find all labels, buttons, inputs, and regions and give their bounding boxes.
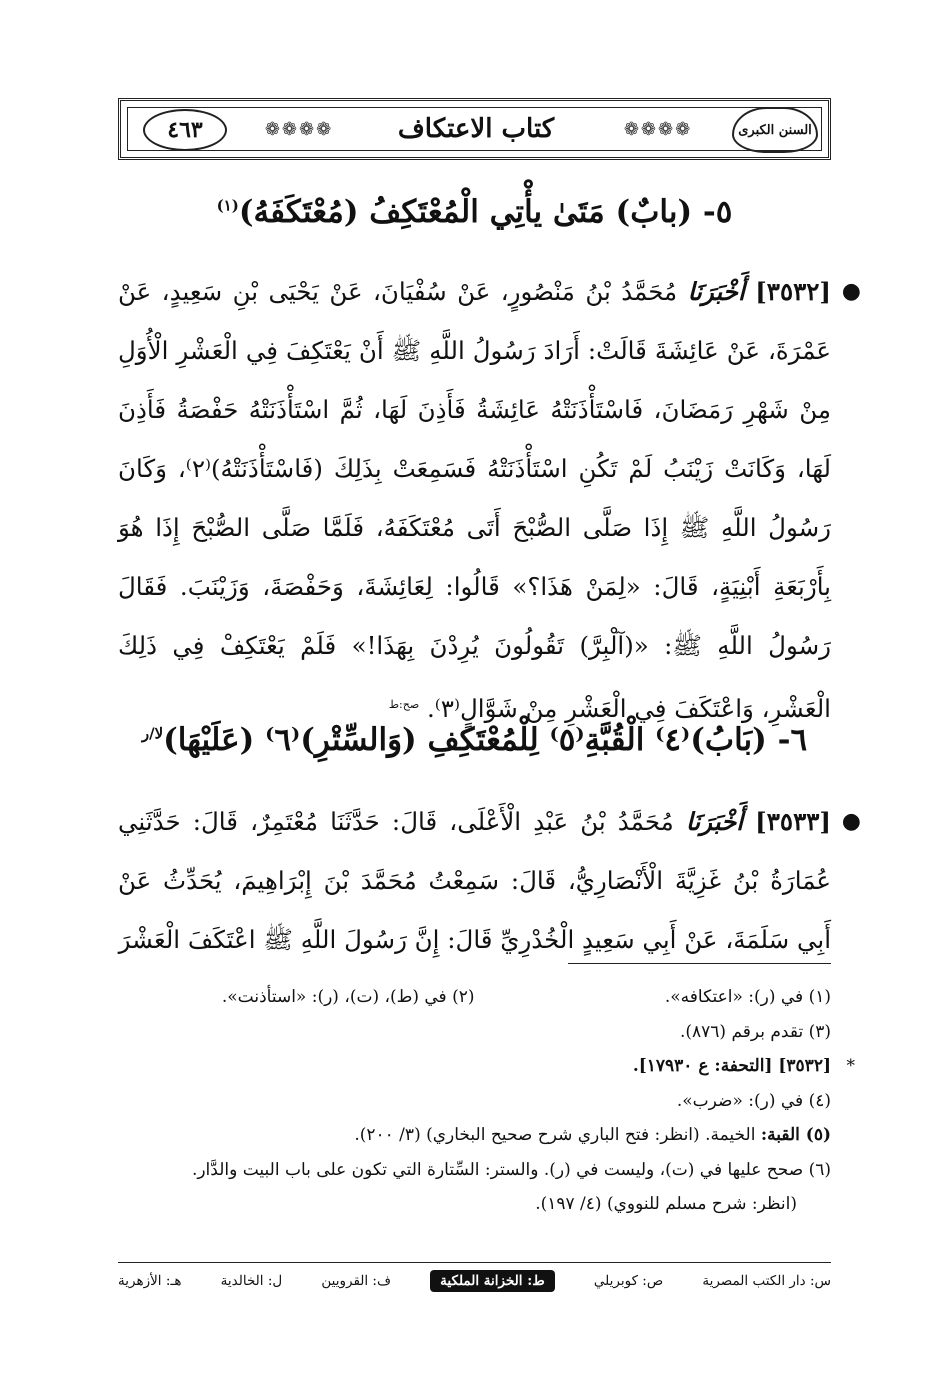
footnotes (118, 980, 855, 1222)
hadith-text: مُحَمَّدُ بْنُ عَبْدِ الْأَعْلَى، قَالَ: حَدَّثَنَا مُعْتَمِرٌ، قَالَ: حَدَّثَنِي عُمَارَةُ بْنُ غَزِيَّةَ الْأَنْصَارِيُّ، قَالَ: سَمِعْتُ مُحَمَّدَ بْنَ إِبْرَاهِيمَ، يُحَدِّثُ عَنْ أَبِي سَلَمَةَ، عَنْ أَبِي سَعِيدٍ الْخُدْرِيِّ قَالَ: إِنَّ رَسُولَ اللَّهِ ﷺ اعْتَكَفَ الْعَشْرَ (118, 807, 831, 954)
footnote-separator (568, 963, 831, 964)
tuhfa-text: [٣٥٣٢] [التحفة: ع ١٧٩٣٠]. (632, 1056, 831, 1076)
star-icon: * (846, 1056, 855, 1076)
legend-item: ل: الخالدية (220, 1273, 283, 1289)
legend-item-highlighted: ط: الخزانة الملكية (430, 1270, 555, 1292)
manuscript-legend (118, 1266, 831, 1296)
legend-separator (118, 1262, 831, 1263)
chapter-heading-text: ٥- (بابٌ) مَتَىٰ يأْتِي الْمُعْتَكِفُ (مُعْتَكَفَهُ) (238, 194, 733, 230)
tuhfa-reference (118, 1049, 855, 1084)
chapter-heading-text: ٦- (بَابُ)⁽٤⁾ الْقُبَّةِ⁽٥⁾ لِلْمُعْتَكِفِ (وَالسِّتْرِ)⁽٦⁾ (عَلَيْهَا) (163, 722, 808, 758)
chapter-heading-6 (118, 720, 831, 760)
margin-note: لا/ر (141, 724, 164, 743)
page-number: ٤٦٣ (143, 109, 227, 151)
footnote-4: (٤) في (ر): «ضرب». (676, 1090, 831, 1111)
footnote-3: (٣) تقدم برقم (٨٧٦). (679, 1021, 831, 1042)
footnote-5-text: الخيمة. (انظر: فتح الباري شرح صحيح البخاري) (٣/ ٢٠٠). (354, 1125, 756, 1145)
bullet-icon: ● (841, 809, 861, 834)
correction-mark: صح:ط (388, 698, 420, 711)
page-header (118, 98, 831, 160)
book-seal-logo (732, 107, 818, 153)
legend-item: ف: القرويين (321, 1273, 391, 1289)
bullet-icon: ● (841, 279, 861, 304)
hadith-number: [٣٥٣٣] (755, 807, 831, 836)
footnote-6-continued: (انظر: شرح مسلم للنووي) (٤/ ١٩٧). (535, 1194, 797, 1214)
ornament-right: ❁❁❁❁ (623, 119, 693, 140)
legend-item: س: دار الكتب المصرية (702, 1273, 831, 1289)
hadith-3532 (118, 262, 861, 738)
hadith-3533 (118, 792, 861, 969)
hadith-number: [٣٥٣٢] (755, 277, 832, 306)
footnote-5-label: (٥) القبة: (760, 1125, 831, 1145)
footnote-ref: (١) (216, 196, 239, 215)
hadith-text: مُحَمَّدُ بْنُ مَنْصُورٍ، عَنْ سُفْيَانَ، عَنْ يَحْيَى بْنِ سَعِيدٍ، عَنْ عَمْرَةَ، عَنْ عَائِشَةَ قَالَتْ: أَرَادَ رَسُولُ اللَّهِ ﷺ أَنْ يَعْتَكِفَ فِي الْعَشْرِ الْأُوَلِ مِنْ شَهْرِ رَمَضَانَ، فَاسْتَأْذَنَتْهُ عَائِشَةُ فَأَذِنَ لَهَا، ثُمَّ اسْتَأْذَنَتْهُ حَفْصَةُ فَأَذِنَ لَهَا، وَكَانَتْ زَيْنَبُ لَمْ تَكُنِ اسْتَأْذَنَتْهُ فَسَمِعَتْ بِذَلِكَ (فَاسْتَأْذَنَتْهُ)⁽٢⁾، وَكَانَ رَسُولُ اللَّهِ ﷺ إِذَا صَلَّى الصُّبْحَ أَتَى مُعْتَكَفَهُ، فَلَمَّا صَلَّى الصُّبْحَ إِذَا هُوَ بِأَرْبَعَةِ أَبْنِيَةٍ، قَالَ: «لِمَنْ هَذَا؟» قَالُوا: لِعَائِشَةَ، وَحَفْصَةَ، وَزَيْنَبَ. فَقَالَ رَسُولُ اللَّهِ ﷺ: «(آلْبِرَّ) تَقُولُونَ يُرِدْنَ بِهَذَا!» فَلَمْ يَعْتَكِفْ فِي ذَلِكَ الْعَشْرِ، وَاعْتَكَفَ فِي الْعَشْرِ مِنْ شَوَّالٍ⁽٣⁾. (118, 277, 831, 724)
seal-text: السنن الكبرى (738, 122, 812, 138)
hadith-akhbarana: أَخْبَرَنَا (687, 277, 745, 306)
footnote-2: (٢) في (ط)، (ت)، (ر): «استأذنت». (221, 987, 475, 1007)
footnote-1: (١) في (ر): «اعتكافه». (664, 987, 831, 1007)
book-title: كتاب الاعتكاف (397, 114, 555, 144)
hadith-akhbarana: أَخْبَرَنَا (685, 807, 744, 836)
footnote-6: (٦) صحح عليها في (ت)، وليست في (ر). والستر: السِّتارة التي تكون على باب البيت والدَّار. (191, 1159, 831, 1180)
legend-item: ص: كوبريلي (593, 1273, 664, 1289)
ornament-left: ❁❁❁❁ (264, 119, 334, 140)
footnote-5 (118, 1118, 831, 1153)
legend-item: هـ: الأزهرية (118, 1273, 182, 1289)
chapter-heading-5 (118, 192, 831, 232)
